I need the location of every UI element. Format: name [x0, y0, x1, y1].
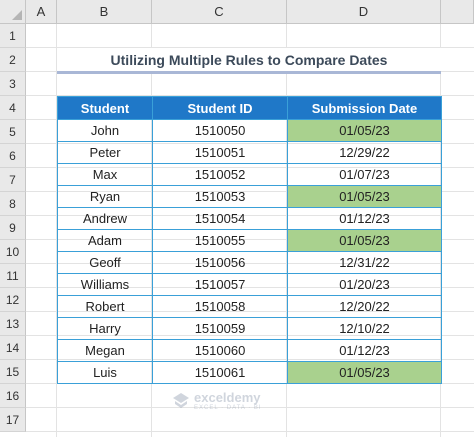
- submission-date-cell[interactable]: 12/29/22: [288, 142, 442, 164]
- table-row: [58, 252, 442, 274]
- student-name-cell[interactable]: Geoff: [58, 252, 153, 274]
- student-name-cell[interactable]: Megan: [58, 340, 153, 362]
- student-name-cell[interactable]: Andrew: [58, 208, 153, 230]
- student-name-cell[interactable]: Peter: [58, 142, 153, 164]
- submission-date-cell[interactable]: 12/10/22: [288, 318, 442, 340]
- header-submission-date[interactable]: Submission Date: [288, 97, 442, 120]
- column-header-c[interactable]: C: [152, 0, 287, 24]
- watermark-tagline: EXCEL · DATA · BI: [194, 405, 262, 411]
- submission-date-cell[interactable]: 01/12/23: [288, 340, 442, 362]
- student-name-cell[interactable]: Luis: [58, 362, 153, 384]
- submission-date-cell[interactable]: 01/20/23: [288, 274, 442, 296]
- student-id-cell[interactable]: 1510052: [153, 164, 288, 186]
- student-id-cell[interactable]: 1510060: [153, 340, 288, 362]
- table-row: [58, 362, 442, 384]
- column-header-e[interactable]: [441, 0, 474, 24]
- student-name-cell[interactable]: Williams: [58, 274, 153, 296]
- column-header-a[interactable]: A: [26, 0, 57, 24]
- student-name-cell[interactable]: Max: [58, 164, 153, 186]
- header-student[interactable]: Student: [58, 97, 153, 120]
- submission-date-cell[interactable]: 12/20/22: [288, 296, 442, 318]
- header-student-id[interactable]: Student ID: [153, 97, 288, 120]
- select-all-corner[interactable]: [0, 0, 26, 24]
- row-header-5[interactable]: 5: [0, 120, 26, 144]
- table-row: [58, 296, 442, 318]
- submission-date-cell[interactable]: 01/05/23: [288, 362, 442, 384]
- row-header-14[interactable]: 14: [0, 336, 26, 360]
- table-row: [58, 208, 442, 230]
- row-header-4[interactable]: 4: [0, 96, 26, 120]
- column-header-d[interactable]: D: [287, 0, 441, 24]
- submission-date-cell[interactable]: 01/05/23: [288, 120, 442, 142]
- student-id-cell[interactable]: 1510051: [153, 142, 288, 164]
- student-id-cell[interactable]: 1510061: [153, 362, 288, 384]
- gridline-horizontal: [26, 407, 474, 408]
- table-row: [58, 340, 442, 362]
- submission-date-cell[interactable]: 01/05/23: [288, 186, 442, 208]
- student-name-cell[interactable]: Harry: [58, 318, 153, 340]
- student-table: [57, 96, 442, 384]
- student-id-cell[interactable]: 1510056: [153, 252, 288, 274]
- select-all-triangle-icon: [12, 10, 22, 20]
- watermark-name: exceldemy: [194, 390, 261, 405]
- row-header-10[interactable]: 10: [0, 240, 26, 264]
- student-id-cell[interactable]: 1510059: [153, 318, 288, 340]
- student-id-cell[interactable]: 1510055: [153, 230, 288, 252]
- row-header-3[interactable]: 3: [0, 72, 26, 96]
- student-name-cell[interactable]: Robert: [58, 296, 153, 318]
- row-header-9[interactable]: 9: [0, 216, 26, 240]
- row-header-7[interactable]: 7: [0, 168, 26, 192]
- table-row: [58, 230, 442, 252]
- row-header-13[interactable]: 13: [0, 312, 26, 336]
- table-row: [58, 164, 442, 186]
- gridline-horizontal: [26, 431, 474, 432]
- row-header-2[interactable]: 2: [0, 48, 26, 72]
- row-header-8[interactable]: 8: [0, 192, 26, 216]
- row-header-15[interactable]: 15: [0, 360, 26, 384]
- row-header-16[interactable]: 16: [0, 384, 26, 408]
- row-header-12[interactable]: 12: [0, 288, 26, 312]
- row-header-1[interactable]: 1: [0, 24, 26, 48]
- table-row: [58, 274, 442, 296]
- row-header-11[interactable]: 11: [0, 264, 26, 288]
- table-row: [58, 318, 442, 340]
- table-row: [58, 120, 442, 142]
- title-underline: [57, 71, 441, 74]
- student-id-cell[interactable]: 1510054: [153, 208, 288, 230]
- table-row: [58, 142, 442, 164]
- submission-date-cell[interactable]: 01/12/23: [288, 208, 442, 230]
- student-name-cell[interactable]: Adam: [58, 230, 153, 252]
- student-id-cell[interactable]: 1510058: [153, 296, 288, 318]
- student-id-cell[interactable]: 1510050: [153, 120, 288, 142]
- student-id-cell[interactable]: 1510053: [153, 186, 288, 208]
- row-header-17[interactable]: 17: [0, 408, 26, 432]
- row-header-6[interactable]: 6: [0, 144, 26, 168]
- submission-date-cell[interactable]: 01/07/23: [288, 164, 442, 186]
- column-header-b[interactable]: B: [57, 0, 152, 24]
- table-row: [58, 186, 442, 208]
- student-id-cell[interactable]: 1510057: [153, 274, 288, 296]
- student-name-cell[interactable]: Ryan: [58, 186, 153, 208]
- sheet-title: Utilizing Multiple Rules to Compare Dates: [57, 48, 441, 72]
- table-header-row: [58, 97, 442, 120]
- submission-date-cell[interactable]: 01/05/23: [288, 230, 442, 252]
- submission-date-cell[interactable]: 12/31/22: [288, 252, 442, 274]
- student-name-cell[interactable]: John: [58, 120, 153, 142]
